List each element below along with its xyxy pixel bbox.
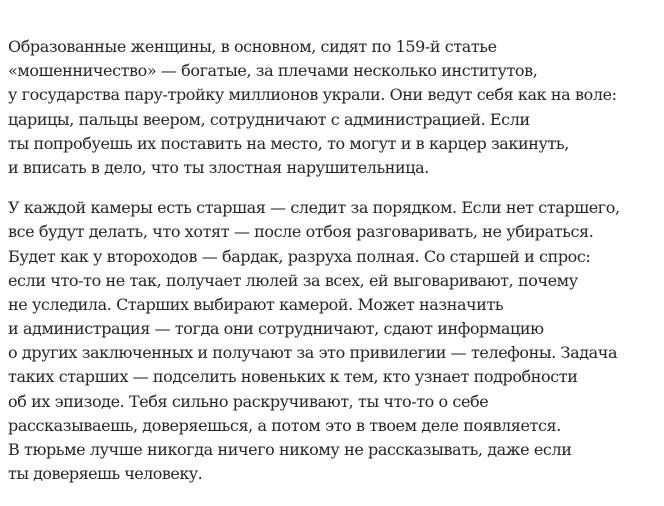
- text-line: Образованные женщины, в основном, сидят по 159-й статье: [8, 37, 497, 56]
- text-line: царицы, пальцы веером, сотрудничают с администрацией. Если: [8, 109, 530, 129]
- text-line: таких старших — подселить новеньких к тем, кто узнает подробности: [8, 367, 578, 387]
- paragraph-2: [8, 196, 664, 486]
- text-line: об их эпизоде. Тебя сильно раскручивают, ты что-то о себе: [8, 391, 489, 411]
- text-line: «мошенничество» — богатые, за плечами несколько институтов,: [8, 61, 538, 81]
- text-line: и администрация — тогда они сотрудничают, сдают информацию: [8, 319, 544, 339]
- text-line: о других заключенных и получают за это привилегии — телефоны. Задача: [8, 343, 618, 363]
- text-line: В тюрьме лучше никогда ничего никому не рассказывать, даже если: [8, 440, 572, 459]
- text-line: если что-то не так, получает люлей за всех, ей выговаривают, почему: [8, 270, 578, 290]
- text-line: все будут делать, что хотят — после отбоя разговаривать, не убираться.: [8, 222, 594, 242]
- text-line: У каждой камеры есть старшая — следит за порядком. Если нет старшего,: [8, 198, 620, 218]
- text-line: ты доверяешь человеку.: [8, 464, 203, 484]
- text-line: рассказываешь, доверяешься, а потом это в твоем деле появляется.: [8, 415, 561, 435]
- text-line: ты попробуешь их поставить на место, то могут и в карцер закинуть,: [8, 133, 569, 153]
- text-line: и вписать в дело, что ты злостная нарушительница.: [8, 157, 429, 177]
- paragraph-1: [8, 35, 664, 180]
- text-line: не уследила. Старших выбирают камерой. Может назначить: [8, 294, 504, 314]
- article-body: [8, 35, 664, 486]
- text-line: у государства пару-тройку миллионов украли. Они ведут себя как на воле:: [8, 85, 617, 105]
- text-line: Будет как у второходов — бардак, разруха полная. Со старшей и спрос:: [8, 246, 591, 266]
